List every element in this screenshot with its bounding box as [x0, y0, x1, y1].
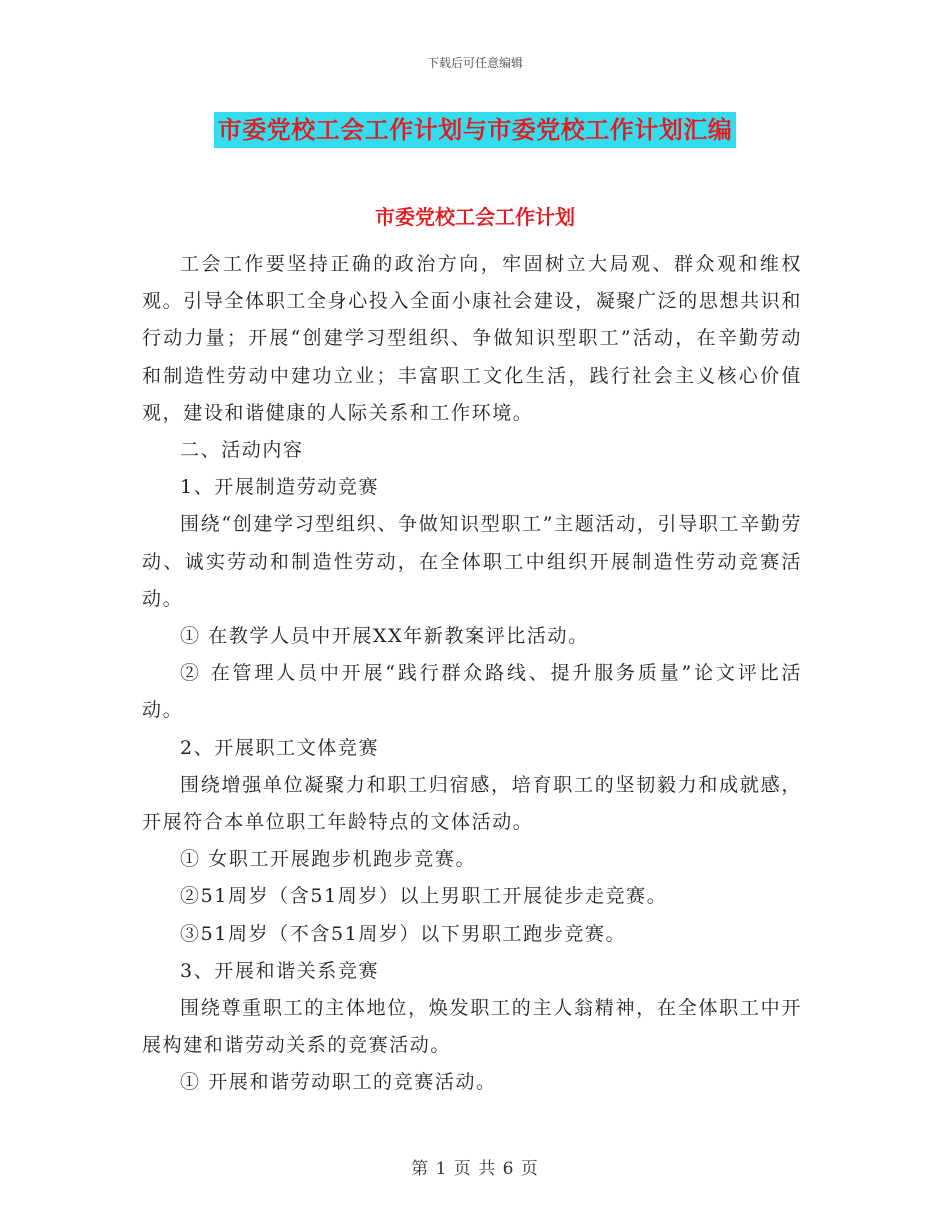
- document-body: [142, 246, 802, 1102]
- heading-activities: 二、活动内容: [180, 439, 304, 462]
- paragraph-harmony-competition: 围绕尊重职工的主体地位，焕发职工的主人翁精神，在全体职工中开展构建和谐劳动关系的竞赛活动。: [142, 997, 802, 1057]
- list-item-women-running: ① 女职工开展跑步机跑步竞赛。: [180, 848, 477, 871]
- paragraph-intro: 工会工作要坚持正确的政治方向，牢固树立大局观、群众观和维权观。引导全体职工全身心投入全面小康社会建设，凝聚广泛的思想共识和行动力量；开展“创建学习型组织、争做知识型职工”活动，在辛勤劳动和制造性劳动中建功立业；丰富职工文化生活，践行社会主义核心价值观，建设和谐健康的人际关系和工作环境。: [142, 253, 802, 424]
- paragraph-sports-competition: 围绕增强单位凝聚力和职工归宿感，培育职工的坚韧毅力和成就感，开展符合本单位职工年龄特点的文体活动。: [142, 773, 802, 834]
- section-title: 市委党校工会工作计划: [375, 205, 575, 229]
- list-item-management: ② 在管理人员中开展“践行群众路线、提升服务质量”论文评比活动。: [142, 662, 802, 722]
- list-item-men-walking: ②51周岁（含51周岁）以上男职工开展徒步走竞赛。: [180, 885, 668, 908]
- heading-sports-competition: 2、开展职工文体竞赛: [180, 736, 380, 759]
- main-title: 市委党校工会工作计划与市委党校工作计划汇编: [214, 112, 737, 148]
- heading-harmony-competition: 3、开展和谐关系竞赛: [180, 959, 380, 982]
- list-item-teaching: ① 在教学人员中开展XX年新教案评比活动。: [180, 625, 589, 648]
- list-item-men-running: ③51周岁（不含51周岁）以下男职工跑步竞赛。: [180, 922, 627, 945]
- page-number: 第 1 页 共 6 页: [411, 1159, 539, 1179]
- page-header-note: 下载后可任意编辑: [426, 56, 523, 70]
- list-item-harmony: ① 开展和谐劳动职工的竞赛活动。: [180, 1071, 497, 1094]
- heading-labor-competition: 1、开展制造劳动竞赛: [180, 476, 380, 499]
- main-title-container: [0, 112, 950, 148]
- paragraph-labor-competition: 围绕“创建学习型组织、争做知识型职工”主题活动，引导职工辛勤劳动、诚实劳动和制造性劳动，在全体职工中组织开展制造性劳动竞赛活动。: [142, 513, 802, 610]
